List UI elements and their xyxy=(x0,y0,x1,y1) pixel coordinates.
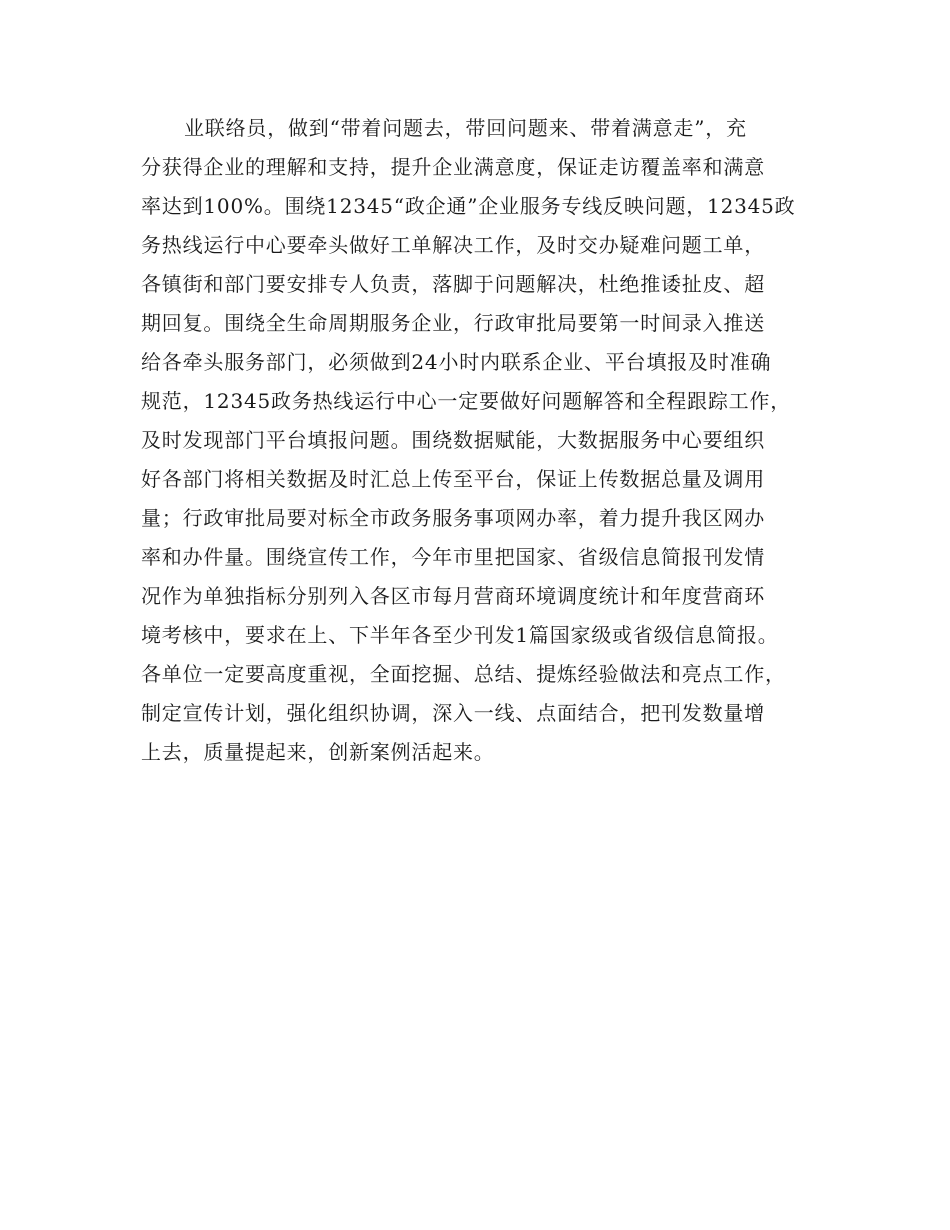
paragraph-line: 及时发现部门平台填报问题。围绕数据赋能，大数据服务中心要组织 xyxy=(141,428,765,452)
paragraph-line: 业联络员，做到“带着问题去，带回问题来、带着满意走”，充 xyxy=(184,116,747,140)
body-paragraph xyxy=(141,109,811,772)
paragraph-line: 各镇街和部门要安排专人负责，落脚于问题解决，杜绝推诿扯皮、超 xyxy=(141,272,765,296)
paragraph-line: 况作为单独指标分别列入各区市每月营商环境调度统计和年度营商环 xyxy=(141,584,765,608)
paragraph-line: 量；行政审批局要对标全市政务服务事项网办率，着力提升我区网办 xyxy=(141,506,765,530)
paragraph-line: 分获得企业的理解和支持，提升企业满意度，保证走访覆盖率和满意 xyxy=(141,155,765,179)
paragraph-line: 制定宣传计划，强化组织协调，深入一线、点面结合，把刊发数量增 xyxy=(141,701,765,725)
paragraph-line: 上去，质量提起来，创新案例活起来。 xyxy=(141,740,495,764)
paragraph-line: 率达到100%。围绕12345“政企通”企业服务专线反映问题，12345政 xyxy=(141,194,796,218)
paragraph-line: 好各部门将相关数据及时汇总上传至平台，保证上传数据总量及调用 xyxy=(141,467,765,491)
paragraph-line: 规范，12345政务热线运行中心一定要做好问题解答和全程跟踪工作， xyxy=(141,389,792,413)
paragraph-line: 率和办件量。围绕宣传工作，今年市里把国家、省级信息简报刊发情 xyxy=(141,545,765,569)
paragraph-line: 给各牵头服务部门，必须做到24小时内联系企业、平台填报及时准确 xyxy=(141,350,772,374)
paragraph-line: 期回复。围绕全生命周期服务企业，行政审批局要第一时间录入推送 xyxy=(141,311,765,335)
paragraph-line: 各单位一定要高度重视，全面挖掘、总结、提炼经验做法和亮点工作， xyxy=(141,662,786,686)
paragraph-line: 境考核中，要求在上、下半年各至少刊发1篇国家级或省级信息简报。 xyxy=(141,623,779,647)
paragraph-line: 务热线运行中心要牵头做好工单解决工作，及时交办疑难问题工单， xyxy=(141,233,765,257)
